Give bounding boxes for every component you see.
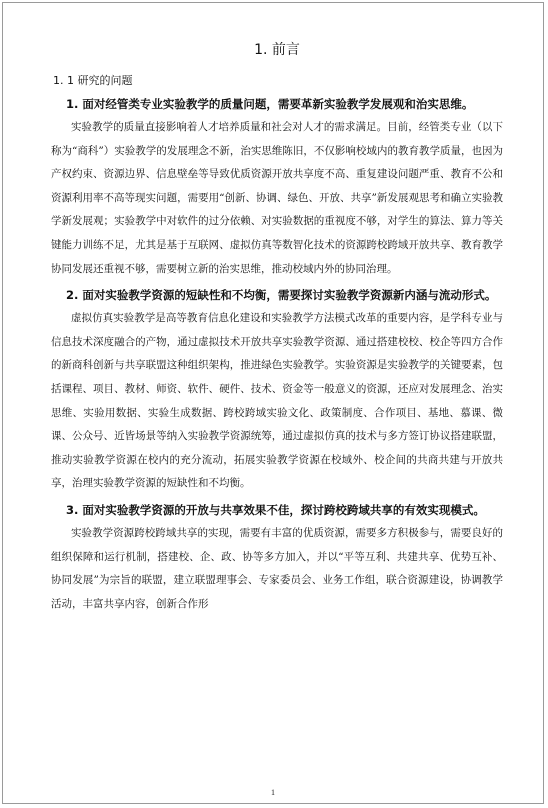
paragraph-1: 实验教学的质量直接影响着人才培养质量和社会对人才的需求满足。目前，经管类专业（以下称为“商科”）实验教学的发展理念不新，治实思维陈旧，不仅影响校域内的教育教学质量，也因为产权约束、资源边界、信息壁垒等导致优质资源开放共享度不高、重复建设问题严重、教育不公和资源利用率不高等现实问题，需要用“创新、协调、绿色、开放、共享”新发展观思考和确立实验教学新发展观；实验教学中对软件的过分依赖、对实验数据的重视度不够，对学生的算法、算力等关键能力训练不足，尤其是基于互联网、虚拟仿真等数智化技术的资源跨校跨域开放共享、教育教学协同发展还重视不够，需要树立新的治实思维，推动校域内外的协同治理。 — [51, 121, 503, 275]
chapter-title: 1. 前言 — [254, 42, 300, 58]
document-page — [2, 2, 544, 804]
page-content — [51, 41, 503, 616]
paragraph-2: 虚拟仿真实验教学是高等教育信息化建设和实验教学方法模式改革的重要内容，是学科专业与信息技术深度融合的产物，通过虚拟技术开放共享实验教学资源、通过搭建校校、校企等四方合作的新商科创新与共享联盟这种组织架构，推进绿色实验教学。实验资源是实验教学的关键要素，包括课程、项目、教材、师资、软件、硬件、技术、资金等一般意义的资源，还应对发展理念、治实思维、实验用数据、实验生成数据、跨校跨域实验文化、政策制度、合作项目、基地、慕课、微课、公众号、近皆场景等纳入实验教学资源统筹，通过虚拟仿真的技术与多方签订协议搭建联盟，推动实验教学资源在校内的充分流动，拓展实验教学资源在校域外、校企间的共商共建与开放共享，治理实验教学资源的短缺性和不均衡。 — [51, 312, 503, 490]
subheading-2: 2. 面对实验教学资源的短缺性和不均衡，需要探讨实验教学资源新内涵与流动形式。 — [66, 288, 497, 303]
subheading-1: 1. 面对经管类专业实验教学的质量问题，需要革新实验教学发展观和治实思维。 — [66, 97, 474, 111]
subheading-3: 3. 面对实验教学资源的开放与共享效果不佳，探讨跨校跨域共享的有效实现模式。 — [66, 502, 485, 517]
section-heading: 1. 1 研究的问题 — [53, 74, 133, 87]
paragraph-3: 实验教学资源跨校跨域共享的实现，需要有丰富的优质资源，需要多方积极参与，需要良好的组织保障和运行机制，搭建校、企、政、协等多方加入，并以“平等互利、共建共享、优势互补、协同发展”为宗旨的联盟，建立联盟理事会、专家委员会、业务工作组，联合资源建设，协调教学活动，丰富共享内容，创新合作形 — [51, 526, 503, 610]
page-number: 1 — [271, 788, 275, 797]
